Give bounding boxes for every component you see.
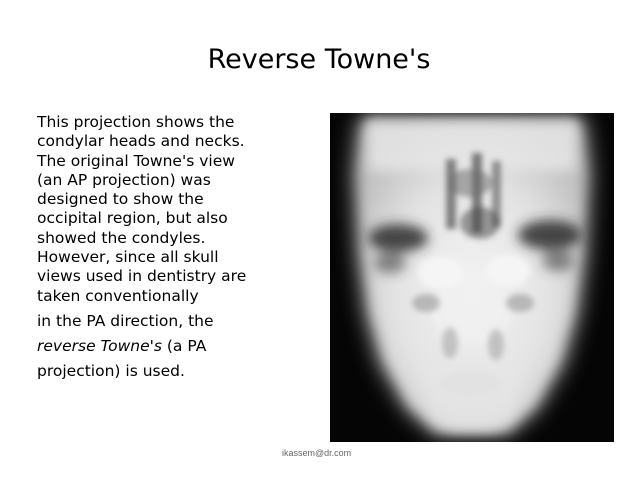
- body-line: taken conventionally: [37, 286, 199, 305]
- xray-image: [330, 113, 614, 442]
- body-line: This projection shows the: [37, 113, 235, 131]
- body-line: The original Towne's view: [37, 151, 235, 170]
- body-line: However, since all skull: [37, 248, 219, 267]
- body-line: designed to show the: [37, 190, 204, 209]
- body-line-pa: in the PA direction, the: [37, 311, 214, 330]
- body-line-last: projection) is used.: [37, 361, 185, 380]
- body-line-reverse: [37, 334, 307, 359]
- body-line: (an AP projection) was: [37, 170, 211, 189]
- body-line: showed the condyles.: [37, 228, 206, 247]
- body-line: views used in dentistry are: [37, 267, 247, 286]
- body-line: condylar heads and necks.: [37, 132, 245, 151]
- footer-email: ikassem@dr.com: [282, 448, 352, 458]
- reverse-townes-italic: reverse Towne's: [37, 336, 162, 355]
- body-text: [37, 113, 307, 384]
- reverse-townes-rest: (a PA: [161, 336, 207, 355]
- body-line: occipital region, but also: [37, 209, 228, 228]
- slide-title: Reverse Towne's: [207, 44, 431, 75]
